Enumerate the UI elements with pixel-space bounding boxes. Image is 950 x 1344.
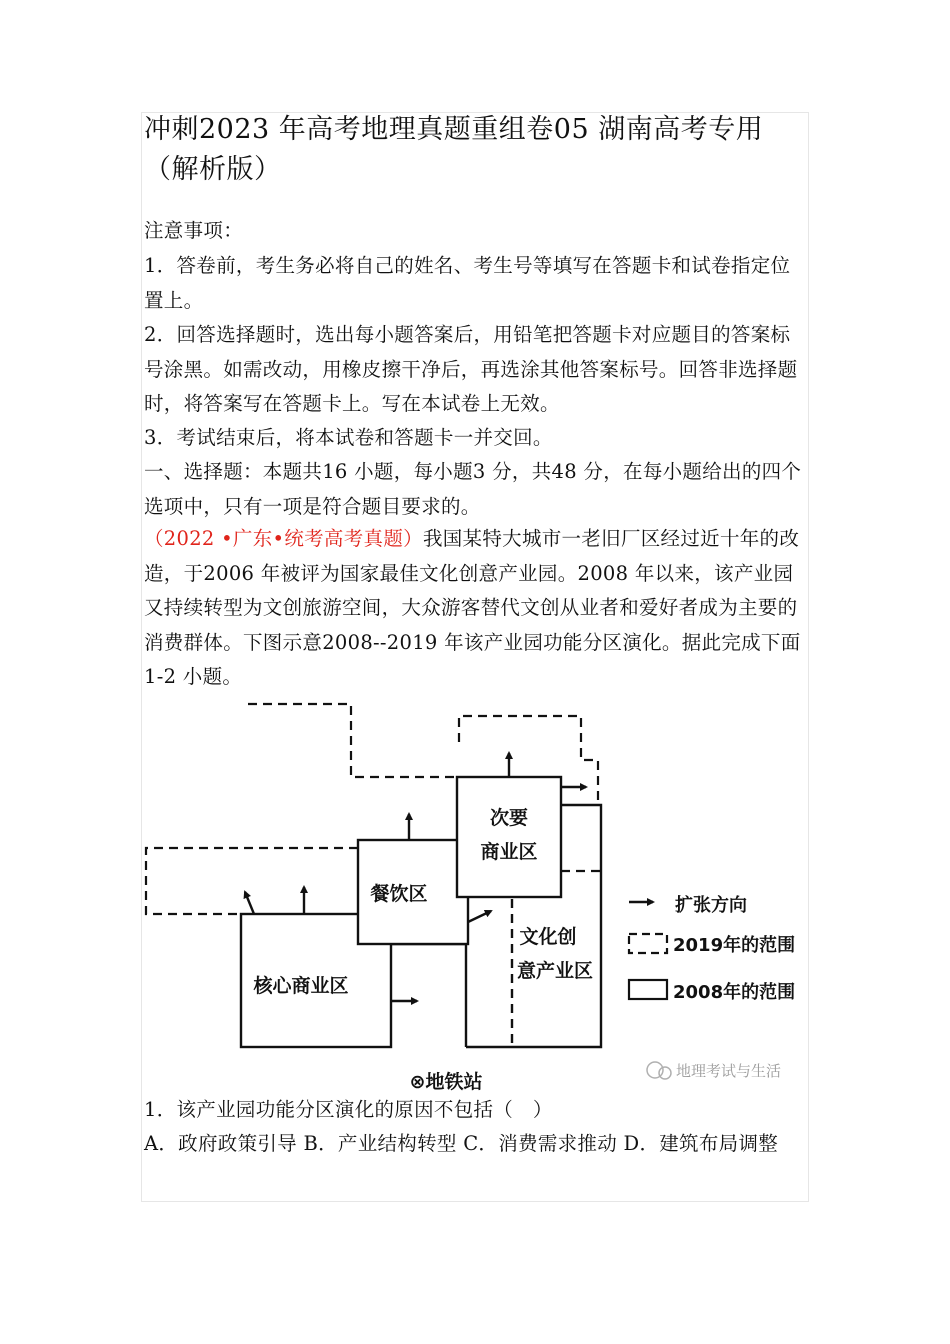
notice-item-2: 2．回答选择题时，选出每小题答案后，用铅笔把答题卡对应题目的答案标号涂黑。如需改动，用橡皮擦干净后，再选涂其他答案标号。回答非选择题时，将答案写在答题卡上。写在本试卷上无效。 (144, 323, 798, 415)
dining-zone-label: 餐饮区 (370, 883, 428, 905)
zone-evolution-diagram (141, 694, 809, 1092)
notice-heading: 注意事项： (144, 219, 244, 242)
question1-stem: 1．该产业园功能分区演化的原因不包括（ ） (144, 1098, 553, 1121)
wechat-icon-bubble (659, 1067, 671, 1079)
core-zone-label: 核心商业区 (253, 975, 349, 997)
legend-2008-swatch (629, 980, 667, 999)
cultural-zone-label-1: 文化创 (519, 926, 577, 948)
secondary-zone-label-1: 次要 (489, 807, 529, 829)
notice-item-1: 1．答卷前，考生务必将自己的姓名、考生号等填写在答题卡和试卷指定位置上。 (144, 254, 791, 312)
expansion-arrow (245, 892, 254, 914)
passage-source: （2022 •广东•统考高考真题） (144, 527, 423, 550)
section-heading: 一、选择题：本题共16 小题，每小题3 分，共48 分，在每小题给出的四个选项中，只有一项是符合题目要求的。 (144, 460, 802, 518)
secondary-commercial-zone (457, 777, 561, 897)
legend-2008-label: 2008年的范围 (673, 982, 796, 1003)
legend-expansion-label: 扩张方向 (675, 895, 747, 916)
notice-item-3: 3．考试结束后，将本试卷和答题卡一并交回。 (144, 426, 553, 449)
metro-station-label: ⊗地铁站 (409, 1071, 483, 1092)
range-2019-top (248, 704, 457, 777)
cultural-zone-label-2: 意产业区 (516, 960, 594, 982)
passage-text: 我国某特大城市一老旧厂区经过近十年的改造，于2006 年被评为国家最佳文化创意产业园。2008 年以来，该产业园又持续转型为文创旅游空间，大众游客替代文创从业者和爱好者成为主要的消费群体。下图示意2008--2019 年该产业园功能分区演化。据此完成下面1-2 小题。 (144, 527, 801, 688)
passage (144, 522, 808, 695)
expansion-arrow (468, 911, 491, 922)
legend-2019-swatch (629, 934, 667, 953)
range-2019-left (146, 848, 358, 914)
watermark: 地理考试与生活 (676, 1062, 782, 1080)
question1-options: A．政府政策引导 B．产业结构转型 C．消费需求推动 D．建筑布局调整 (144, 1132, 779, 1155)
document-title: 冲刺2023 年高考地理真题重组卷05 湖南高考专用（解析版） (144, 114, 764, 185)
legend-2019-label: 2019年的范围 (673, 935, 796, 956)
secondary-zone-label-2: 商业区 (480, 841, 538, 863)
